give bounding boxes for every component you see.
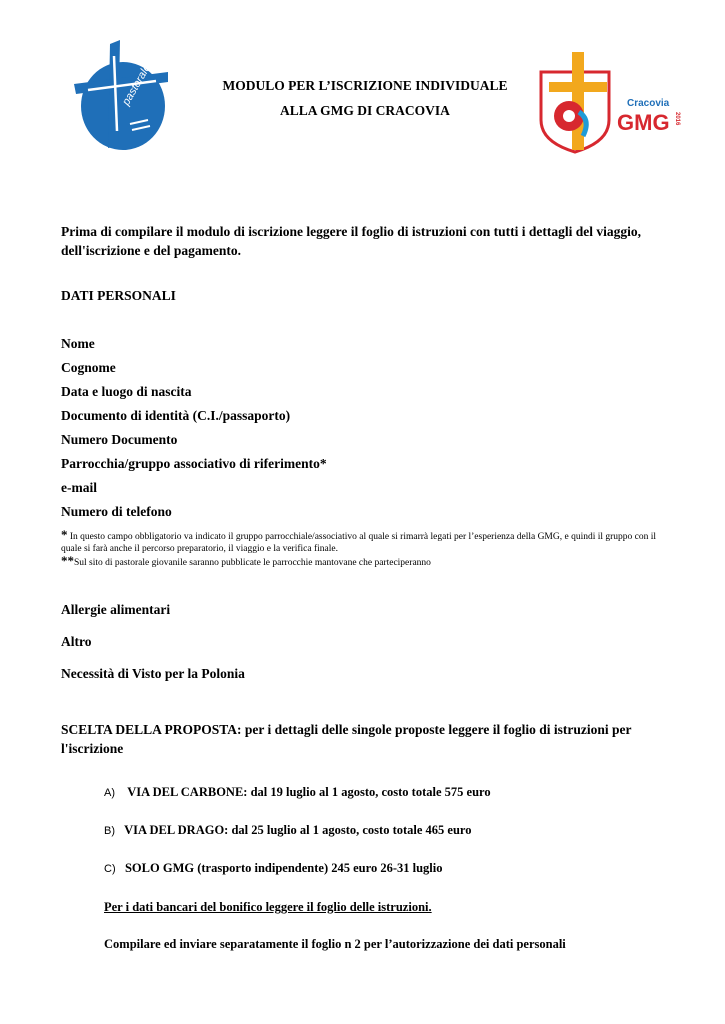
personal-data-heading: DATI PERSONALI bbox=[61, 288, 176, 303]
footnote-website: **Sul sito di pastorale giovanile saranno pubblicate le parrocchie mantovane che parteciperanno bbox=[61, 553, 431, 568]
field-label-email: e-mail bbox=[61, 480, 97, 495]
footnote-mandatory-field: * In questo campo obbligatorio va indicato il gruppo parrocchiale/associativo al quale si rimarrà legati per l’esperienza della GMG, e quindi il gruppo con il quale si farà anche il percorso preparatorio, il viaggio e la verifica finale. bbox=[61, 527, 657, 554]
svg-text:GMG: GMG bbox=[617, 110, 670, 135]
bank-details-note: Per i dati bancari del bonifico leggere il foglio delle istruzioni. bbox=[104, 900, 432, 914]
svg-text:pastorale giovanile: pastorale giovanile bbox=[120, 22, 177, 108]
field-label-other: Altro bbox=[61, 634, 92, 649]
field-label-visa: Necessità di Visto per la Polonia bbox=[61, 666, 245, 681]
field-label-birth: Data e luogo di nascita bbox=[61, 384, 192, 399]
footer-note: Compilare ed inviare separatamente il foglio n 2 per l’autorizzazione dei dati personali bbox=[104, 937, 566, 951]
field-label-cognome: Cognome bbox=[61, 360, 116, 375]
svg-text:Cracovia: Cracovia bbox=[627, 98, 670, 109]
field-label-nome: Nome bbox=[61, 336, 95, 351]
proposal-heading: SCELTA DELLA PROPOSTA: per i dettagli delle singole proposte leggere il foglio di istruzioni per l'iscrizione bbox=[61, 722, 632, 756]
field-label-document-number: Numero Documento bbox=[61, 432, 178, 447]
field-label-parish: Parrocchia/gruppo associativo di riferimento* bbox=[61, 456, 327, 471]
pastorale-giovanile-logo bbox=[70, 22, 177, 154]
field-label-phone: Numero di telefono bbox=[61, 504, 172, 519]
field-label-allergies: Allergie alimentari bbox=[61, 602, 171, 617]
option-c: C) SOLO GMG (trasporto indipendente) 245 euro 26-31 luglio bbox=[104, 861, 443, 875]
option-a: A) VIA DEL CARBONE: dal 19 luglio al 1 agosto, costo totale 575 euro bbox=[104, 785, 491, 799]
gmg-cracovia-logo bbox=[535, 50, 685, 155]
intro-paragraph: Prima di compilare il modulo di iscrizione leggere il foglio di istruzioni con tutti i dettagli del viaggio, dell'iscrizione e del pagamento. bbox=[61, 224, 641, 258]
field-label-id-document: Documento di identità (C.I./passaporto) bbox=[61, 408, 291, 423]
svg-text:2016: 2016 bbox=[674, 112, 680, 126]
document-title-line2: ALLA GMG DI CRACOVIA bbox=[280, 103, 450, 118]
document-title-line1: MODULO PER L’ISCRIZIONE INDIVIDUALE bbox=[222, 78, 508, 93]
option-b: B) VIA DEL DRAGO: dal 25 luglio al 1 agosto, costo totale 465 euro bbox=[104, 823, 472, 837]
